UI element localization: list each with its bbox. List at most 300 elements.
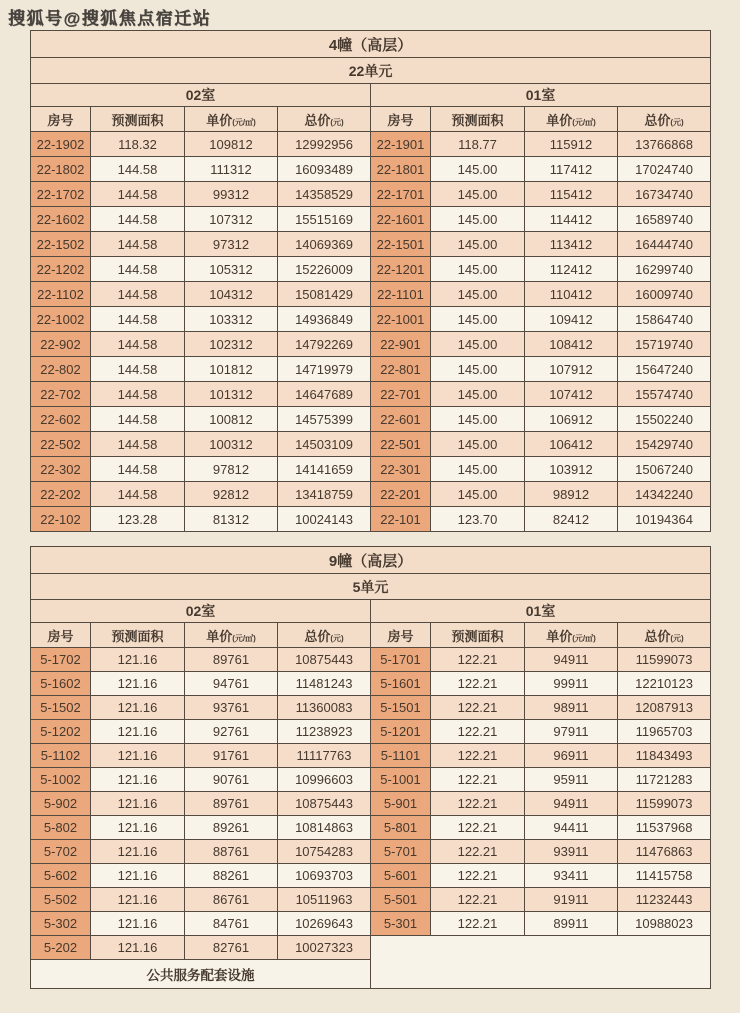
unit-price-label: 单价 bbox=[206, 112, 233, 128]
total-price-cell: 14792269 bbox=[278, 332, 371, 357]
room-number-cell: 22-501 bbox=[371, 432, 431, 457]
room-number-cell: 5-1102 bbox=[31, 744, 91, 768]
unit-price-cell: 93761 bbox=[185, 696, 278, 720]
room-number-cell: 5-501 bbox=[371, 888, 431, 912]
unit-price-cell: 97312 bbox=[185, 232, 278, 257]
area-cell: 145.00 bbox=[431, 307, 525, 332]
area-cell: 144.58 bbox=[91, 182, 185, 207]
area-cell: 123.28 bbox=[91, 507, 185, 532]
column-header-total-price bbox=[618, 107, 711, 132]
room-number-cell: 22-1001 bbox=[371, 307, 431, 332]
building-title: 4幢（高层） bbox=[31, 31, 711, 58]
unit-price-label: 单价 bbox=[546, 628, 573, 644]
unit-price-cell: 89761 bbox=[185, 648, 278, 672]
unit-price-cell: 86761 bbox=[185, 888, 278, 912]
total-price-cell: 16734740 bbox=[618, 182, 711, 207]
unit-price-cell: 115912 bbox=[525, 132, 618, 157]
total-price-cell: 12210123 bbox=[618, 672, 711, 696]
room-number-cell: 22-1902 bbox=[31, 132, 91, 157]
table-row bbox=[31, 574, 711, 600]
area-cell: 144.58 bbox=[91, 482, 185, 507]
area-cell: 122.21 bbox=[431, 864, 525, 888]
total-price-cell: 15574740 bbox=[618, 382, 711, 407]
room-section-label: 01室 bbox=[371, 600, 711, 623]
unit-price-cell: 117412 bbox=[525, 157, 618, 182]
table-row bbox=[31, 332, 711, 357]
unit-price-cell: 99312 bbox=[185, 182, 278, 207]
table-row bbox=[31, 157, 711, 182]
unit-price-cell: 90761 bbox=[185, 768, 278, 792]
area-cell: 118.32 bbox=[91, 132, 185, 157]
unit-price-cell: 111312 bbox=[185, 157, 278, 182]
room-number-cell: 22-1802 bbox=[31, 157, 91, 182]
unit-price-cell: 96911 bbox=[525, 744, 618, 768]
column-header-room: 房号 bbox=[31, 623, 91, 648]
total-price-cell: 10024143 bbox=[278, 507, 371, 532]
area-cell: 144.58 bbox=[91, 257, 185, 282]
area-cell: 145.00 bbox=[431, 282, 525, 307]
area-cell: 121.16 bbox=[91, 696, 185, 720]
column-header-area: 预测面积 bbox=[431, 107, 525, 132]
room-number-cell: 22-1501 bbox=[371, 232, 431, 257]
unit-price-cell: 101312 bbox=[185, 382, 278, 407]
column-header-unit-price bbox=[185, 623, 278, 648]
unit-price-unit-label: (元/㎡) bbox=[232, 633, 256, 643]
area-cell: 122.21 bbox=[431, 768, 525, 792]
room-number-cell: 22-1602 bbox=[31, 207, 91, 232]
unit-price-cell: 101812 bbox=[185, 357, 278, 382]
room-number-cell: 5-702 bbox=[31, 840, 91, 864]
area-cell: 122.21 bbox=[431, 696, 525, 720]
unit-price-cell: 103912 bbox=[525, 457, 618, 482]
table-row bbox=[31, 307, 711, 332]
table-row bbox=[31, 31, 711, 58]
area-cell: 121.16 bbox=[91, 816, 185, 840]
total-price-cell: 14936849 bbox=[278, 307, 371, 332]
total-price-cell: 15864740 bbox=[618, 307, 711, 332]
unit-price-cell: 91911 bbox=[525, 888, 618, 912]
unit-price-cell: 97812 bbox=[185, 457, 278, 482]
room-number-cell: 5-1601 bbox=[371, 672, 431, 696]
area-cell: 145.00 bbox=[431, 332, 525, 357]
table-row bbox=[31, 768, 711, 792]
unit-price-cell: 88261 bbox=[185, 864, 278, 888]
unit-price-cell: 106912 bbox=[525, 407, 618, 432]
room-number-cell: 22-802 bbox=[31, 357, 91, 382]
column-header-total-price bbox=[278, 623, 371, 648]
area-cell: 144.58 bbox=[91, 282, 185, 307]
area-cell: 144.58 bbox=[91, 157, 185, 182]
unit-price-cell: 100312 bbox=[185, 432, 278, 457]
room-number-cell: 5-601 bbox=[371, 864, 431, 888]
area-cell: 144.58 bbox=[91, 457, 185, 482]
unit-price-cell: 110412 bbox=[525, 282, 618, 307]
table-row bbox=[31, 507, 711, 532]
room-number-cell: 22-202 bbox=[31, 482, 91, 507]
room-number-cell: 5-1001 bbox=[371, 768, 431, 792]
total-price-cell: 15429740 bbox=[618, 432, 711, 457]
total-price-cell: 11843493 bbox=[618, 744, 711, 768]
total-price-cell: 12992956 bbox=[278, 132, 371, 157]
column-header-area: 预测面积 bbox=[431, 623, 525, 648]
column-header-unit-price bbox=[525, 623, 618, 648]
area-cell: 122.21 bbox=[431, 840, 525, 864]
total-price-cell: 10814863 bbox=[278, 816, 371, 840]
area-cell: 121.16 bbox=[91, 720, 185, 744]
unit-price-cell: 89911 bbox=[525, 912, 618, 936]
total-price-cell: 10511963 bbox=[278, 888, 371, 912]
room-number-cell: 5-1702 bbox=[31, 648, 91, 672]
unit-price-cell: 93911 bbox=[525, 840, 618, 864]
unit-price-cell: 108412 bbox=[525, 332, 618, 357]
table-row bbox=[31, 600, 711, 623]
table-row bbox=[31, 107, 711, 132]
area-cell: 144.58 bbox=[91, 307, 185, 332]
room-number-cell: 22-801 bbox=[371, 357, 431, 382]
unit-price-cell: 98912 bbox=[525, 482, 618, 507]
total-price-cell: 16093489 bbox=[278, 157, 371, 182]
total-price-unit-label: (元) bbox=[330, 117, 344, 127]
area-cell: 145.00 bbox=[431, 407, 525, 432]
total-price-cell: 14069369 bbox=[278, 232, 371, 257]
total-price-cell: 10875443 bbox=[278, 792, 371, 816]
room-number-cell: 22-902 bbox=[31, 332, 91, 357]
total-price-cell: 15515169 bbox=[278, 207, 371, 232]
unit-price-cell: 98911 bbox=[525, 696, 618, 720]
total-price-cell: 15647240 bbox=[618, 357, 711, 382]
area-cell: 122.21 bbox=[431, 744, 525, 768]
area-cell: 145.00 bbox=[431, 457, 525, 482]
unit-price-cell: 89761 bbox=[185, 792, 278, 816]
area-cell: 144.58 bbox=[91, 207, 185, 232]
unit-price-cell: 94761 bbox=[185, 672, 278, 696]
room-number-cell: 22-1101 bbox=[371, 282, 431, 307]
total-price-cell: 13418759 bbox=[278, 482, 371, 507]
table-row bbox=[31, 457, 711, 482]
area-cell: 144.58 bbox=[91, 357, 185, 382]
area-cell: 122.21 bbox=[431, 720, 525, 744]
area-cell: 145.00 bbox=[431, 257, 525, 282]
table-row bbox=[31, 84, 711, 107]
room-number-cell: 22-901 bbox=[371, 332, 431, 357]
room-number-cell: 22-1002 bbox=[31, 307, 91, 332]
area-cell: 145.00 bbox=[431, 432, 525, 457]
table-row bbox=[31, 257, 711, 282]
unit-price-unit-label: (元/㎡) bbox=[572, 633, 596, 643]
table-row bbox=[31, 132, 711, 157]
table-row bbox=[31, 648, 711, 672]
unit-price-label: 单价 bbox=[206, 628, 233, 644]
total-price-cell: 15502240 bbox=[618, 407, 711, 432]
area-cell: 145.00 bbox=[431, 357, 525, 382]
sohu-watermark: 搜狐号@搜狐焦点宿迁站 bbox=[8, 9, 212, 28]
unit-price-cell: 109412 bbox=[525, 307, 618, 332]
total-price-cell: 10996603 bbox=[278, 768, 371, 792]
unit-price-cell: 81312 bbox=[185, 507, 278, 532]
room-section-label: 02室 bbox=[31, 84, 371, 107]
total-price-cell: 16009740 bbox=[618, 282, 711, 307]
area-cell: 121.16 bbox=[91, 912, 185, 936]
total-price-cell: 11415758 bbox=[618, 864, 711, 888]
total-price-cell: 16444740 bbox=[618, 232, 711, 257]
table-row bbox=[31, 912, 711, 936]
public-service-footer: 公共服务配套设施 bbox=[31, 960, 371, 989]
room-number-cell: 22-1901 bbox=[371, 132, 431, 157]
room-number-cell: 5-1202 bbox=[31, 720, 91, 744]
total-price-unit-label: (元) bbox=[670, 117, 684, 127]
room-number-cell: 5-602 bbox=[31, 864, 91, 888]
total-price-cell: 10194364 bbox=[618, 507, 711, 532]
total-price-cell: 14358529 bbox=[278, 182, 371, 207]
room-number-cell: 22-1601 bbox=[371, 207, 431, 232]
area-cell: 145.00 bbox=[431, 207, 525, 232]
unit-price-cell: 93411 bbox=[525, 864, 618, 888]
total-price-cell: 16299740 bbox=[618, 257, 711, 282]
area-cell: 122.21 bbox=[431, 912, 525, 936]
unit-price-cell: 89261 bbox=[185, 816, 278, 840]
area-cell: 122.21 bbox=[431, 888, 525, 912]
total-price-cell: 15719740 bbox=[618, 332, 711, 357]
table-row bbox=[31, 744, 711, 768]
total-price-cell: 11476863 bbox=[618, 840, 711, 864]
room-number-cell: 22-102 bbox=[31, 507, 91, 532]
table-row bbox=[31, 792, 711, 816]
area-cell: 122.21 bbox=[431, 672, 525, 696]
room-number-cell: 22-1702 bbox=[31, 182, 91, 207]
total-price-cell: 15226009 bbox=[278, 257, 371, 282]
price-table-building-4 bbox=[30, 30, 711, 532]
room-number-cell: 5-302 bbox=[31, 912, 91, 936]
table-row bbox=[31, 816, 711, 840]
unit-price-cell: 107912 bbox=[525, 357, 618, 382]
area-cell: 144.58 bbox=[91, 332, 185, 357]
unit-price-cell: 109812 bbox=[185, 132, 278, 157]
area-cell: 145.00 bbox=[431, 182, 525, 207]
room-number-cell: 22-301 bbox=[371, 457, 431, 482]
column-header-area: 预测面积 bbox=[91, 623, 185, 648]
unit-price-cell: 100812 bbox=[185, 407, 278, 432]
total-price-cell: 11360083 bbox=[278, 696, 371, 720]
area-cell: 121.16 bbox=[91, 936, 185, 960]
room-number-cell: 5-1701 bbox=[371, 648, 431, 672]
room-number-cell: 5-301 bbox=[371, 912, 431, 936]
table-row bbox=[31, 432, 711, 457]
room-number-cell: 5-1002 bbox=[31, 768, 91, 792]
room-number-cell: 5-801 bbox=[371, 816, 431, 840]
unit-price-cell: 91761 bbox=[185, 744, 278, 768]
room-number-cell: 5-902 bbox=[31, 792, 91, 816]
area-cell: 144.58 bbox=[91, 382, 185, 407]
unit-label: 22单元 bbox=[31, 58, 711, 84]
table-row bbox=[31, 382, 711, 407]
area-cell: 144.58 bbox=[91, 432, 185, 457]
talent-housing-footer bbox=[371, 936, 711, 989]
room-number-cell: 22-302 bbox=[31, 457, 91, 482]
total-price-cell: 14647689 bbox=[278, 382, 371, 407]
total-price-cell: 11965703 bbox=[618, 720, 711, 744]
unit-price-cell: 115412 bbox=[525, 182, 618, 207]
unit-price-cell: 103312 bbox=[185, 307, 278, 332]
total-price-cell: 10754283 bbox=[278, 840, 371, 864]
table-row bbox=[31, 232, 711, 257]
table-row bbox=[31, 282, 711, 307]
unit-price-unit-label: (元/㎡) bbox=[572, 117, 596, 127]
total-price-cell: 10269643 bbox=[278, 912, 371, 936]
total-price-cell: 14503109 bbox=[278, 432, 371, 457]
total-price-cell: 11117763 bbox=[278, 744, 371, 768]
room-number-cell: 22-1502 bbox=[31, 232, 91, 257]
total-price-cell: 14719979 bbox=[278, 357, 371, 382]
column-header-total-price bbox=[618, 623, 711, 648]
area-cell: 121.16 bbox=[91, 768, 185, 792]
table-row bbox=[31, 696, 711, 720]
room-number-cell: 22-702 bbox=[31, 382, 91, 407]
room-number-cell: 5-1501 bbox=[371, 696, 431, 720]
table-row bbox=[31, 58, 711, 84]
room-number-cell: 5-802 bbox=[31, 816, 91, 840]
unit-price-cell: 92812 bbox=[185, 482, 278, 507]
room-number-cell: 5-202 bbox=[31, 936, 91, 960]
room-number-cell: 22-701 bbox=[371, 382, 431, 407]
area-cell: 121.16 bbox=[91, 888, 185, 912]
area-cell: 121.16 bbox=[91, 840, 185, 864]
unit-price-cell: 97911 bbox=[525, 720, 618, 744]
area-cell: 122.21 bbox=[431, 648, 525, 672]
total-price-cell: 11599073 bbox=[618, 792, 711, 816]
unit-price-cell: 102312 bbox=[185, 332, 278, 357]
room-number-cell: 22-201 bbox=[371, 482, 431, 507]
total-price-cell: 11238923 bbox=[278, 720, 371, 744]
building-title: 9幢（高层） bbox=[31, 547, 711, 574]
room-number-cell: 5-901 bbox=[371, 792, 431, 816]
total-price-label: 总价 bbox=[644, 112, 671, 128]
total-price-cell: 11232443 bbox=[618, 888, 711, 912]
price-tables-container bbox=[30, 30, 710, 989]
area-cell: 145.00 bbox=[431, 482, 525, 507]
total-price-cell: 13766868 bbox=[618, 132, 711, 157]
table-row bbox=[31, 864, 711, 888]
table-row bbox=[31, 720, 711, 744]
room-number-cell: 22-1801 bbox=[371, 157, 431, 182]
total-price-cell: 15067240 bbox=[618, 457, 711, 482]
total-price-cell: 10693703 bbox=[278, 864, 371, 888]
room-number-cell: 5-1201 bbox=[371, 720, 431, 744]
unit-label: 5单元 bbox=[31, 574, 711, 600]
unit-price-unit-label: (元/㎡) bbox=[232, 117, 256, 127]
total-price-label: 总价 bbox=[304, 112, 331, 128]
table-row bbox=[31, 182, 711, 207]
table-row bbox=[31, 547, 711, 574]
column-header-unit-price bbox=[185, 107, 278, 132]
area-cell: 122.21 bbox=[431, 816, 525, 840]
unit-price-cell: 82761 bbox=[185, 936, 278, 960]
table-row bbox=[31, 407, 711, 432]
unit-price-cell: 105312 bbox=[185, 257, 278, 282]
table-row bbox=[31, 840, 711, 864]
table-row bbox=[31, 482, 711, 507]
column-header-room: 房号 bbox=[371, 107, 431, 132]
room-number-cell: 5-1502 bbox=[31, 696, 91, 720]
area-cell: 123.70 bbox=[431, 507, 525, 532]
unit-price-cell: 113412 bbox=[525, 232, 618, 257]
area-cell: 118.77 bbox=[431, 132, 525, 157]
room-number-cell: 22-1202 bbox=[31, 257, 91, 282]
total-price-cell: 11481243 bbox=[278, 672, 371, 696]
total-price-unit-label: (元) bbox=[670, 633, 684, 643]
table-row bbox=[31, 936, 711, 960]
total-price-cell: 10875443 bbox=[278, 648, 371, 672]
table-row bbox=[31, 672, 711, 696]
total-price-cell: 17024740 bbox=[618, 157, 711, 182]
table-row bbox=[31, 888, 711, 912]
column-header-total-price bbox=[278, 107, 371, 132]
area-cell: 145.00 bbox=[431, 157, 525, 182]
room-number-cell: 22-1201 bbox=[371, 257, 431, 282]
unit-price-label: 单价 bbox=[546, 112, 573, 128]
total-price-unit-label: (元) bbox=[330, 633, 344, 643]
unit-price-cell: 107412 bbox=[525, 382, 618, 407]
unit-price-cell: 92761 bbox=[185, 720, 278, 744]
total-price-cell: 16589740 bbox=[618, 207, 711, 232]
unit-price-cell: 82412 bbox=[525, 507, 618, 532]
table-row bbox=[31, 357, 711, 382]
table-row bbox=[31, 207, 711, 232]
area-cell: 145.00 bbox=[431, 382, 525, 407]
area-cell: 144.58 bbox=[91, 232, 185, 257]
price-table-building-9 bbox=[30, 546, 711, 989]
unit-price-cell: 112412 bbox=[525, 257, 618, 282]
area-cell: 144.58 bbox=[91, 407, 185, 432]
unit-price-cell: 106412 bbox=[525, 432, 618, 457]
column-header-unit-price bbox=[525, 107, 618, 132]
column-header-room: 房号 bbox=[371, 623, 431, 648]
room-number-cell: 5-1602 bbox=[31, 672, 91, 696]
unit-price-cell: 99911 bbox=[525, 672, 618, 696]
unit-price-cell: 94911 bbox=[525, 792, 618, 816]
unit-price-cell: 94911 bbox=[525, 648, 618, 672]
room-section-label: 01室 bbox=[371, 84, 711, 107]
total-price-cell: 11599073 bbox=[618, 648, 711, 672]
unit-price-cell: 104312 bbox=[185, 282, 278, 307]
area-cell: 121.16 bbox=[91, 792, 185, 816]
room-number-cell: 5-701 bbox=[371, 840, 431, 864]
unit-price-cell: 84761 bbox=[185, 912, 278, 936]
total-price-cell: 11721283 bbox=[618, 768, 711, 792]
room-number-cell: 5-1101 bbox=[371, 744, 431, 768]
column-header-area: 预测面积 bbox=[91, 107, 185, 132]
room-number-cell: 22-1701 bbox=[371, 182, 431, 207]
column-header-room: 房号 bbox=[31, 107, 91, 132]
unit-price-cell: 95911 bbox=[525, 768, 618, 792]
total-price-label: 总价 bbox=[644, 628, 671, 644]
unit-price-cell: 107312 bbox=[185, 207, 278, 232]
room-number-cell: 22-502 bbox=[31, 432, 91, 457]
room-number-cell: 22-1102 bbox=[31, 282, 91, 307]
total-price-cell: 14342240 bbox=[618, 482, 711, 507]
room-number-cell: 5-502 bbox=[31, 888, 91, 912]
total-price-cell: 14141659 bbox=[278, 457, 371, 482]
area-cell: 121.16 bbox=[91, 744, 185, 768]
total-price-cell: 12087913 bbox=[618, 696, 711, 720]
area-cell: 122.21 bbox=[431, 792, 525, 816]
total-price-cell: 11537968 bbox=[618, 816, 711, 840]
unit-price-cell: 94411 bbox=[525, 816, 618, 840]
total-price-cell: 10027323 bbox=[278, 936, 371, 960]
area-cell: 121.16 bbox=[91, 672, 185, 696]
room-number-cell: 22-101 bbox=[371, 507, 431, 532]
area-cell: 121.16 bbox=[91, 864, 185, 888]
area-cell: 121.16 bbox=[91, 648, 185, 672]
